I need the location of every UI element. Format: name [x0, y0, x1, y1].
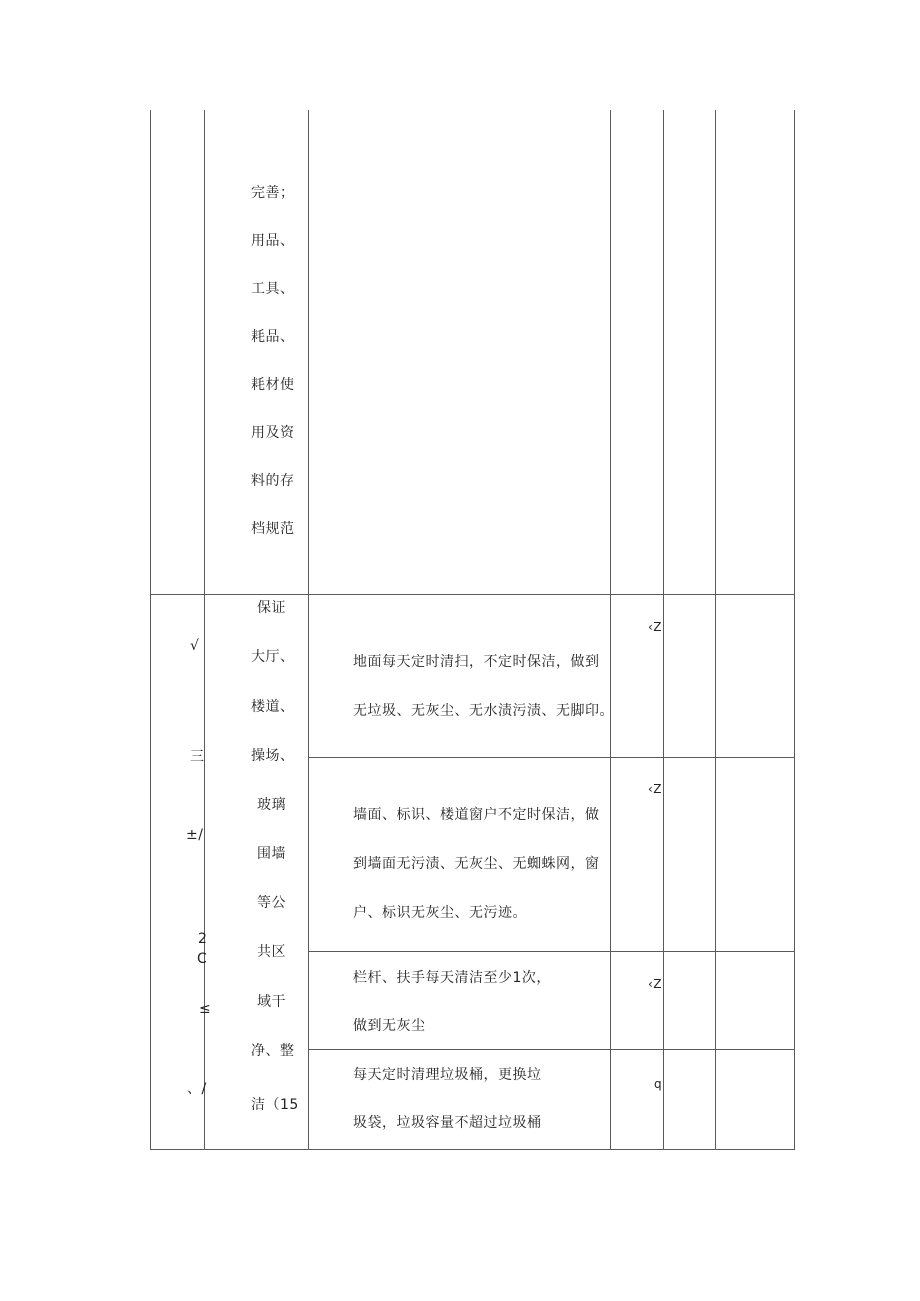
item-line: 保证 [257, 600, 286, 616]
item-line: 大厅、 [251, 649, 295, 665]
criteria-text: 户、标识无灰尘、无污迹。 [353, 905, 527, 921]
column-divider [610, 110, 611, 1150]
criteria-text: 每天定时清理垃圾桶，更换垃 [353, 1067, 542, 1083]
column-divider [663, 110, 664, 1150]
item-line: 耗品、 [251, 329, 295, 345]
left-fragment: 、/ [187, 1081, 207, 1097]
criteria-text: 圾袋，垃圾容量不超过垃圾桶 [353, 1115, 542, 1131]
column-divider [715, 110, 716, 1150]
score-mark: ‹Z [648, 782, 663, 796]
item-line: 楼道、 [251, 699, 295, 715]
item-line: 玻璃 [257, 797, 286, 813]
row-divider [308, 1049, 795, 1050]
row-divider [150, 594, 795, 595]
left-fragment: 2 [198, 931, 208, 947]
item-line: 工具、 [251, 281, 295, 297]
item-line: 用及资 [251, 425, 295, 441]
score-mark: ‹Z [648, 977, 663, 991]
item-line: 洁（15 [251, 1097, 299, 1113]
item-line: 档规范 [251, 521, 295, 537]
criteria-text: 无垃圾、无灰尘、无水渍污渍、无脚印。 [353, 703, 614, 719]
criteria-text: 栏杆、扶手每天清洁至少1次， [353, 970, 551, 986]
left-fragment: √ [190, 638, 200, 654]
item-line: 料的存 [251, 473, 295, 489]
row-divider [308, 951, 795, 952]
item-line: 共区 [257, 944, 286, 960]
criteria-text: 墙面、标识、楼道窗户不定时保洁，做 [353, 807, 600, 823]
table-border-bottom [150, 1149, 795, 1150]
score-mark: q [654, 1077, 663, 1091]
criteria-text: 做到无灰尘 [353, 1018, 426, 1034]
item-line: 域干 [257, 994, 286, 1010]
left-fragment: C [197, 951, 208, 967]
left-fragment: 三 [190, 749, 205, 765]
score-mark: ‹Z [648, 620, 663, 634]
column-divider [308, 110, 309, 1150]
left-fragment: ±/ [186, 827, 204, 843]
criteria-text: 到墙面无污渍、无灰尘、无蜘蛛网，窗 [353, 856, 600, 872]
left-fragment: ≤ [199, 1001, 212, 1017]
table-border-right [794, 110, 795, 1150]
item-line: 围墙 [257, 846, 286, 862]
item-line: 完善； [251, 185, 295, 201]
left-column-fragments [151, 595, 212, 1149]
criteria-text: 地面每天定时清扫，不定时保洁，做到 [353, 654, 600, 670]
item-line: 用品、 [251, 233, 295, 249]
row-divider [308, 757, 795, 758]
item-line: 耗材使 [251, 377, 295, 393]
item-line: 净、整 [251, 1043, 295, 1059]
item-line: 等公 [257, 895, 286, 911]
item-line: 操场、 [251, 748, 295, 764]
column-divider [204, 110, 205, 1150]
